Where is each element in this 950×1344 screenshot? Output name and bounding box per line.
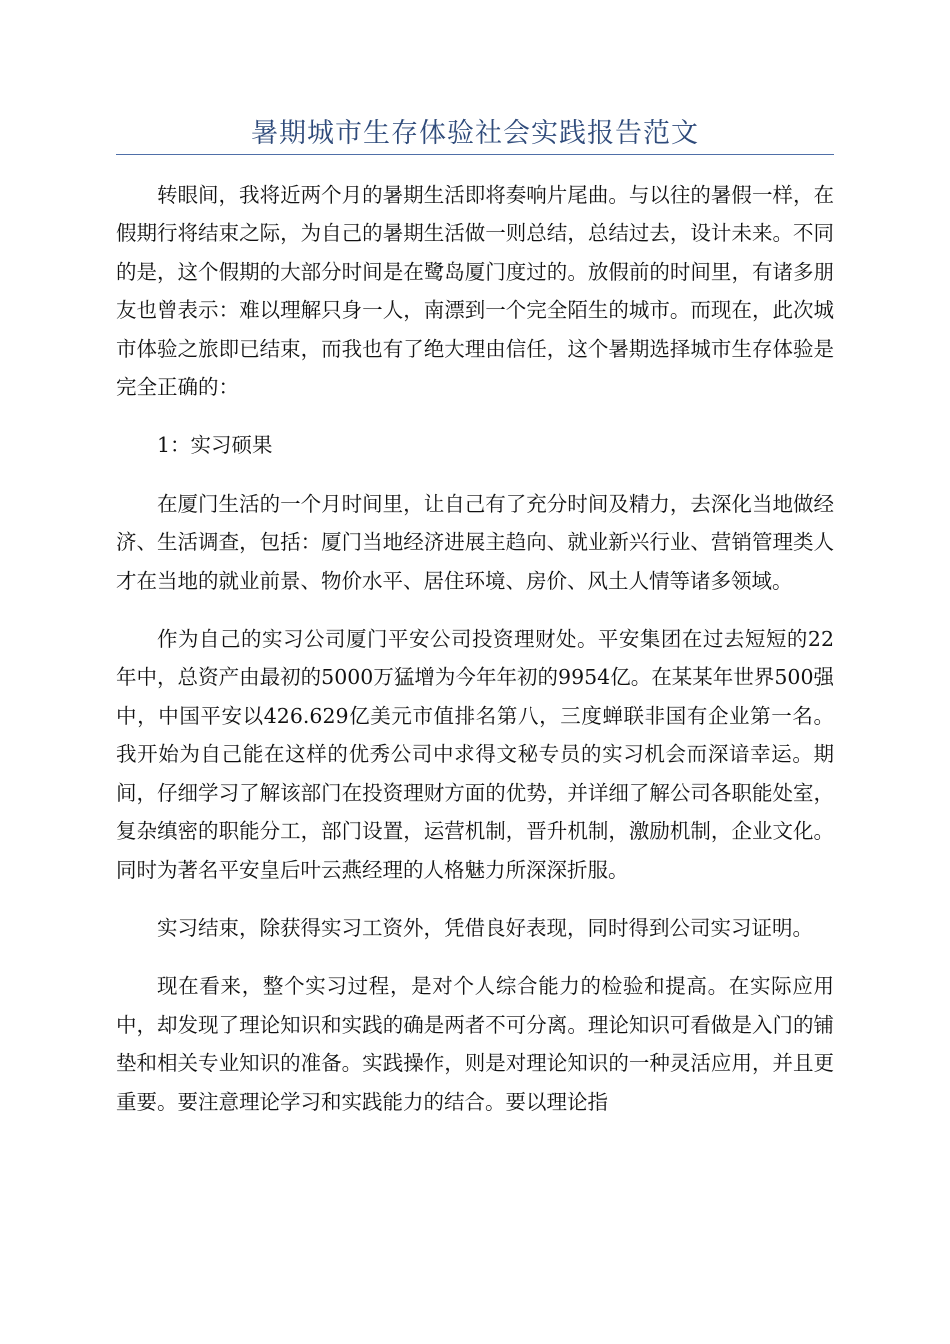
document-body bbox=[116, 176, 834, 1121]
paragraph-reflection: 现在看来，整个实习过程，是对个人综合能力的检验和提高。在实际应用中，却发现了理论知识和实践的确是两者不可分离。理论知识可看做是入门的铺垫和相关专业知识的准备。实践操作，则是对理论知识的一种灵活应用，并且更重要。要注意理论学习和实践能力的结合。要以理论指 bbox=[116, 974, 834, 1114]
paragraph-pingan-company: 作为自己的实习公司厦门平安公司投资理财处。平安集团在过去短短的22年中，总资产由最初的5000万猛增为今年年初的9954亿。在某某年世界500强中，中国平安以426.629亿美元市值排名第八，三度蝉联非国有企业第一名。我开始为自己能在这样的优秀公司中求得文秘专员的实习机会而深谙幸运。期间，仔细学习了解该部门在投资理财方面的优势，并详细了解公司各职能处室，复杂缜密的职能分工，部门设置，运营机制，晋升机制，激励机制，企业文化。同时为著名平安皇后叶云燕经理的人格魅力所深深折服。 bbox=[116, 627, 834, 882]
document-title: 暑期城市生存体验社会实践报告范文 bbox=[251, 118, 699, 149]
paragraph-internship-end: 实习结束，除获得实习工资外，凭借良好表现，同时得到公司实习证明。 bbox=[157, 915, 813, 940]
section-heading-internship: 1：实习硕果 bbox=[157, 433, 273, 458]
title-underline bbox=[116, 154, 834, 155]
paragraph-intro: 转眼间，我将近两个月的暑期生活即将奏响片尾曲。与以往的暑假一样，在假期行将结束之际，为自己的暑期生活做一则总结，总结过去，设计未来。不同的是，这个假期的大部分时间是在鹭岛厦门度过的。放假前的时间里，有诸多朋友也曾表示：难以理解只身一人，南漂到一个完全陌生的城市。而现在，此次城市体验之旅即已结束，而我也有了绝大理由信任，这个暑期选择城市生存体验是完全正确的： bbox=[116, 183, 834, 400]
document-page bbox=[116, 0, 834, 1121]
paragraph-xiamen-life: 在厦门生活的一个月时间里，让自己有了充分时间及精力，去深化当地做经济、生活调查，包括：厦门当地经济进展主趋向、就业新兴行业、营销管理类人才在当地的就业前景、物价水平、居住环境、房价、风土人情等诸多领域。 bbox=[116, 491, 834, 593]
